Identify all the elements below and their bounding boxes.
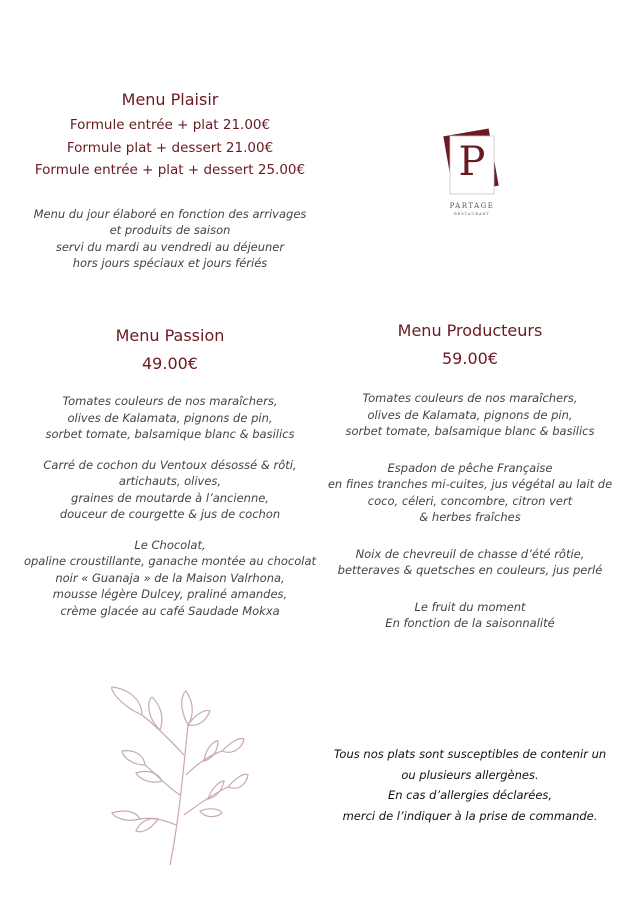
- logo-letter: P: [458, 139, 486, 185]
- dish-line: crème glacée au café Saudade Mokxa: [60, 603, 280, 618]
- dish: [320, 546, 620, 579]
- formula-item: Formule entrée + plat 21.00€: [69, 117, 271, 133]
- partage-logo-icon: [440, 126, 504, 222]
- description-line: Menu du jour élaboré en fonction des arrivages: [33, 206, 307, 221]
- dish: [320, 460, 620, 526]
- dish-line: opaline croustillante, ganache montée au chocolat: [23, 554, 317, 568]
- producteurs-dishes: [320, 390, 620, 632]
- dish-line: En fonction de la saisonnalité: [385, 616, 555, 630]
- dish-line: coco, céleri, concombre, citron vert: [367, 493, 573, 508]
- dish-line: Le fruit du moment: [414, 599, 526, 614]
- dish-line: en fines tranches mi-cuites, jus végétal au lait de: [327, 477, 613, 491]
- allergen-line: merci de l’indiquer à la prise de commande.: [342, 808, 598, 823]
- dish-line: sorbet tomate, balsamique blanc & basilics: [345, 424, 595, 438]
- dish-line: graines de moutarde à l’ancienne,: [71, 490, 269, 505]
- logo-name: PARTAGE: [449, 202, 495, 210]
- passion-dishes: [20, 393, 320, 619]
- menu-producteurs-title: Menu Producteurs: [397, 321, 543, 340]
- description-line: servi du mardi au vendredi au déjeuner: [55, 239, 285, 254]
- dish-line: noir « Guanaja » de la Maison Valrhona,: [55, 570, 285, 585]
- dish-line: olives de Kalamata, pignons de pin,: [67, 410, 273, 425]
- formula-list: [30, 114, 310, 182]
- allergen-line: ou plusieurs allergènes.: [401, 767, 539, 782]
- dish: [20, 457, 320, 523]
- dish-line: douceur de courgette & jus de cochon: [59, 507, 281, 521]
- dish-line: mousse légère Dulcey, praliné amandes,: [52, 587, 288, 601]
- dish-line: Tomates couleurs de nos maraîchers,: [362, 391, 578, 405]
- dish-line: Le Chocolat,: [134, 537, 206, 552]
- menu-producteurs: [320, 320, 620, 646]
- leaf-branch-icon: [100, 685, 250, 870]
- allergen-line: En cas d’allergies déclarées,: [387, 788, 553, 802]
- menu-plaisir-title: Menu Plaisir: [121, 90, 219, 109]
- menu-producteurs-price: 59.00€: [442, 349, 498, 368]
- menu-passion-price: 49.00€: [142, 354, 198, 373]
- description-line: hors jours spéciaux et jours fériés: [72, 256, 268, 270]
- dish: [320, 390, 620, 440]
- allergen-notice: [330, 744, 610, 826]
- dish: [320, 599, 620, 632]
- dish-line: olives de Kalamata, pignons de pin,: [367, 407, 573, 422]
- dish-line: artichauts, olives,: [118, 474, 222, 488]
- dish-line: Carré de cochon du Ventoux désossé & rôti,: [43, 457, 297, 472]
- allergen-line: Tous nos plats sont susceptibles de contenir un: [333, 747, 607, 761]
- formula-item: Formule entrée + plat + dessert 25.00€: [34, 162, 306, 178]
- dish: [20, 537, 320, 620]
- logo-subtitle: RESTAURANT: [454, 212, 490, 216]
- dish-line: betteraves & quetsches en couleurs, jus perlé: [337, 563, 603, 577]
- dish: [20, 393, 320, 443]
- menu-passion: [20, 325, 320, 633]
- dish-line: Noix de chevreuil de chasse d’été rôtie,: [355, 546, 585, 561]
- menu-passion-title: Menu Passion: [115, 326, 225, 345]
- description-line: et produits de saison: [109, 223, 231, 237]
- dish-line: Espadon de pêche Française: [387, 460, 553, 475]
- formula-item: Formule plat + dessert 21.00€: [66, 139, 274, 156]
- plaisir-description: [30, 206, 310, 272]
- dish-line: Tomates couleurs de nos maraîchers,: [62, 394, 278, 408]
- menu-plaisir: [30, 89, 310, 272]
- dish-line: sorbet tomate, balsamique blanc & basilics: [45, 427, 295, 441]
- dish-line: & herbes fraîches: [419, 510, 521, 524]
